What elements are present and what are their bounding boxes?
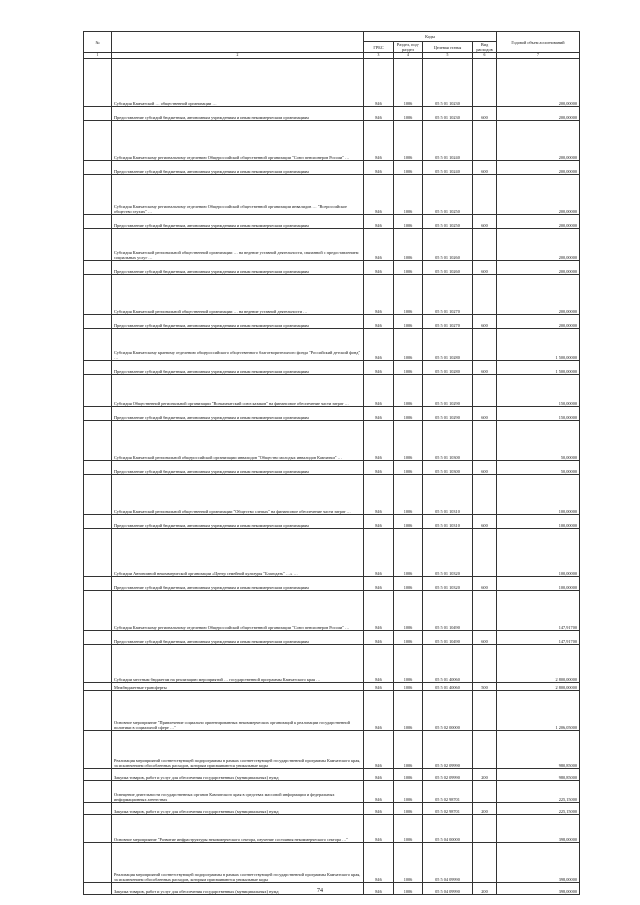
row-name-cell: Предоставление субсидий бюджетным, автономным учреждениям и иным некоммерческим организациям [112,261,364,275]
row-num-cell [84,591,112,631]
table-row [84,843,580,883]
row-csr-cell: 05 5 01 10310 [423,515,473,529]
row-num-cell [84,515,112,529]
row-sum-cell: 50,00000 [497,421,580,461]
row-vr-cell: 600 [473,261,497,275]
row-razdel-cell: 1006 [394,59,423,107]
row-vr-cell [473,645,497,683]
row-grbs-cell: 846 [364,375,394,407]
table-row [84,815,580,843]
row-grbs-cell: 846 [364,261,394,275]
row-sum-cell: 1 500,00000 [497,329,580,361]
row-name-cell: Субсидии Автономной некоммерческой организации «Центр семейной культуры "Благодать" …» … [112,529,364,577]
row-csr-cell: 05 5 01 10230 [423,107,473,121]
row-csr-cell: 05 5 01 10310 [423,475,473,515]
table-row [84,175,580,215]
row-vr-cell [473,843,497,883]
row-name-cell: Предоставление субсидий бюджетным, автономным учреждениям и иным некоммерческим организациям [112,515,364,529]
row-sum-cell: 100,00000 [497,475,580,515]
row-sum-cell: 225,15000 [497,803,580,815]
row-vr-cell: 600 [473,461,497,475]
col-num: 1 [84,53,112,59]
col-num: 3 [364,53,394,59]
row-grbs-cell: 846 [364,215,394,229]
row-num-cell [84,215,112,229]
row-sum-cell: 200,00000 [497,161,580,175]
row-name-cell: Освещение деятельности государственных органов Камчатского края в средствах массовой информации и федеральных информационных агентствах [112,781,364,803]
table-row [84,121,580,161]
row-razdel-cell: 1006 [394,843,423,883]
row-csr-cell: 05 5 01 10240 [423,121,473,161]
row-vr-cell [473,375,497,407]
row-sum-cell: 225,15000 [497,781,580,803]
row-name-cell: Субсидия Камчатскому региональному отделению Общероссийской общественной организации "Союз пенсионеров России" … [112,591,364,631]
row-grbs-cell: 846 [364,645,394,683]
row-razdel-cell: 1006 [394,645,423,683]
row-grbs-cell: 846 [364,781,394,803]
row-sum-cell: 100,00000 [497,577,580,591]
row-grbs-cell: 846 [364,229,394,261]
row-vr-cell [473,731,497,769]
row-name-cell: Субсидия Камчатской региональной общественной организации "Общество слепых" на финансовое обеспечение части затрат … [112,475,364,515]
row-name-cell: Субсидия Камчатскому региональному отделению Общероссийской общественной организации "Союз пенсионеров России" … [112,121,364,161]
row-razdel-cell: 1006 [394,529,423,577]
row-razdel-cell: 1006 [394,781,423,803]
row-name-cell: Субсидия Камчатской региональной общероссийской организации инвалидов "Общество молодых инвалидов Камчатки" … [112,421,364,461]
table-body [84,59,580,895]
row-csr-cell: 05 5 01 10280 [423,329,473,361]
row-sum-cell: 1 500,00000 [497,361,580,375]
row-csr-cell: 05 5 01 10490 [423,631,473,645]
row-grbs-cell: 846 [364,161,394,175]
row-num-cell [84,407,112,421]
row-razdel-cell: 1006 [394,683,423,691]
table-row [84,803,580,815]
row-sum-cell: 398,00000 [497,815,580,843]
row-razdel-cell: 1006 [394,161,423,175]
col-num: 5 [423,53,473,59]
row-name-cell: Предоставление субсидий бюджетным, автономным учреждениям и иным некоммерческим организациям [112,461,364,475]
row-name-cell: Субсидия Камчатскому краевому отделению общероссийского общественного благотворительного фонда "Российский детский фонд" … [112,329,364,361]
row-num-cell [84,375,112,407]
row-vr-cell: 600 [473,161,497,175]
table-row [84,515,580,529]
row-num-cell [84,175,112,215]
row-csr-cell: 05 5 01 10290 [423,407,473,421]
row-razdel-cell: 1006 [394,461,423,475]
row-grbs-cell: 846 [364,769,394,781]
row-name-cell: Предоставление субсидий бюджетным, автономным учреждениям и иным некоммерческим организациям [112,315,364,329]
header-sum: Годовой объем ассигнований [497,32,580,53]
row-razdel-cell: 1006 [394,475,423,515]
row-csr-cell: 05 5 01 10320 [423,529,473,577]
row-csr-cell: 05 5 01 10320 [423,577,473,591]
table-row [84,475,580,515]
row-razdel-cell: 1006 [394,407,423,421]
row-name-cell: Предоставление субсидий бюджетным, автономным учреждениям и иным некоммерческим организациям [112,107,364,121]
table-row [84,645,580,683]
row-name-cell: Реализация мероприятий соответствующей подпрограммы в рамках соответствующей государственной программы Камчатского края, за исключением обособленных расходов, которым присваиваются уникальные коды [112,843,364,883]
row-csr-cell: 05 5 01 40060 [423,683,473,691]
row-vr-cell [473,275,497,315]
row-num-cell [84,461,112,475]
row-csr-cell: 05 5 02 98701 [423,803,473,815]
row-grbs-cell: 846 [364,315,394,329]
row-csr-cell: 05 5 02 98701 [423,781,473,803]
row-vr-cell [473,229,497,261]
row-sum-cell: 200,00000 [497,175,580,215]
row-razdel-cell: 1006 [394,815,423,843]
row-sum-cell: 980,85000 [497,731,580,769]
table-row [84,691,580,731]
row-vr-cell: 500 [473,683,497,691]
row-vr-cell: 600 [473,577,497,591]
table-row [84,781,580,803]
row-razdel-cell: 1006 [394,591,423,631]
row-vr-cell: 600 [473,407,497,421]
row-razdel-cell: 1006 [394,769,423,781]
row-sum-cell: 1 206,05000 [497,691,580,731]
row-name-cell: Субсидия Камчатской региональной общественной организации … на ведение уставной деятельности, связанной с предоставлением социальных услуг … [112,229,364,261]
row-sum-cell: 100,00000 [497,515,580,529]
row-num-cell [84,683,112,691]
header-vr: Вид расходов [473,42,497,53]
row-name-cell: Межбюджетные трансферты [112,683,364,691]
row-csr-cell: 05 5 01 40060 [423,645,473,683]
row-vr-cell [473,529,497,577]
row-grbs-cell: 846 [364,515,394,529]
row-num-cell [84,59,112,107]
row-vr-cell: 200 [473,883,497,895]
row-sum-cell: 200,00000 [497,59,580,107]
header-name [112,32,364,53]
row-csr-cell: 05 5 02 09990 [423,731,473,769]
row-grbs-cell: 846 [364,175,394,215]
table-row [84,591,580,631]
table-row [84,769,580,781]
row-sum-cell: 150,00000 [497,407,580,421]
row-num-cell [84,315,112,329]
row-name-cell: Закупка товаров, работ и услуг для обеспечения государственных (муниципальных) нужд [112,769,364,781]
row-grbs-cell: 846 [364,121,394,161]
row-razdel-cell: 1006 [394,691,423,731]
table-row [84,375,580,407]
table-row [84,361,580,375]
table-row [84,215,580,229]
row-grbs-cell: 846 [364,803,394,815]
row-grbs-cell: 846 [364,691,394,731]
row-grbs-cell: 846 [364,815,394,843]
row-vr-cell [473,781,497,803]
row-razdel-cell: 1006 [394,329,423,361]
row-grbs-cell: 846 [364,529,394,577]
row-vr-cell: 200 [473,803,497,815]
row-csr-cell: 05 5 01 10230 [423,59,473,107]
col-num: 2 [112,53,364,59]
row-vr-cell: 200 [473,769,497,781]
row-csr-cell: 05 5 01 10250 [423,175,473,215]
page-number: 74 [317,888,323,894]
table-row [84,229,580,261]
table-row [84,407,580,421]
table-row [84,461,580,475]
row-num-cell [84,781,112,803]
row-num-cell [84,329,112,361]
row-razdel-cell: 1006 [394,731,423,769]
row-sum-cell: 200,00000 [497,261,580,275]
row-vr-cell [473,591,497,631]
row-grbs-cell: 846 [364,461,394,475]
row-name-cell: Предоставление субсидий бюджетным, автономным учреждениям и иным некоммерческим организациям [112,361,364,375]
row-name-cell: Основное мероприятие "Привлечение социально ориентированных некоммерческих организаций к реализации государственной политики в социальной сфере …" [112,691,364,731]
row-num-cell [84,631,112,645]
budget-table [83,31,580,895]
row-vr-cell: 600 [473,361,497,375]
row-vr-cell [473,815,497,843]
row-vr-cell: 600 [473,215,497,229]
row-csr-cell: 05 5 01 10280 [423,361,473,375]
row-vr-cell: 600 [473,515,497,529]
row-name-cell: Предоставление субсидий бюджетным, автономным учреждениям и иным некоммерческим организациям [112,161,364,175]
row-sum-cell: 980,85000 [497,769,580,781]
table-row [84,731,580,769]
row-vr-cell [473,175,497,215]
row-name-cell: Субсидии местным бюджетам на реализацию мероприятий … государственной программы Камчатского края … [112,645,364,683]
row-name-cell: Предоставление субсидий бюджетным, автономным учреждениям и иным некоммерческим организациям [112,407,364,421]
row-grbs-cell: 846 [364,59,394,107]
table-row [84,315,580,329]
row-num-cell [84,275,112,315]
row-sum-cell: 200,00000 [497,229,580,261]
row-grbs-cell: 846 [364,683,394,691]
row-csr-cell: 05 5 01 10250 [423,215,473,229]
row-razdel-cell: 1006 [394,229,423,261]
row-razdel-cell: 1006 [394,577,423,591]
row-name-cell: Предоставление субсидий бюджетным, автономным учреждениям и иным некоммерческим организациям [112,577,364,591]
row-csr-cell: 05 5 01 10260 [423,261,473,275]
row-csr-cell: 05 5 04 09990 [423,843,473,883]
row-sum-cell: 200,00000 [497,215,580,229]
row-sum-cell: 398,00000 [497,883,580,895]
row-razdel-cell: 1006 [394,361,423,375]
row-csr-cell: 05 5 02 09990 [423,769,473,781]
row-razdel-cell: 1006 [394,375,423,407]
row-sum-cell: 147,91700 [497,591,580,631]
row-razdel-cell: 1006 [394,803,423,815]
row-vr-cell [473,329,497,361]
row-name-cell: Предоставление субсидий бюджетным, автономным учреждениям и иным некоммерческим организациям [112,215,364,229]
row-vr-cell [473,475,497,515]
row-num-cell [84,645,112,683]
row-csr-cell: 05 5 04 00000 [423,815,473,843]
row-csr-cell: 05 5 01 10490 [423,591,473,631]
row-sum-cell: 200,00000 [497,275,580,315]
col-num: 4 [394,53,423,59]
header-razdel: Раздел, под-раздел [394,42,423,53]
table-row [84,107,580,121]
table-row [84,577,580,591]
row-razdel-cell: 1006 [394,261,423,275]
row-num-cell [84,529,112,577]
row-razdel-cell: 1006 [394,631,423,645]
row-name-cell: Основное мероприятие "Развитие инфраструктуры некоммерческого сектора, изучение состояния некоммерческого сектора …" [112,815,364,843]
row-razdel-cell: 1006 [394,121,423,161]
row-csr-cell: 05 5 04 09990 [423,883,473,895]
row-sum-cell: 200,00000 [497,315,580,329]
row-sum-cell: 100,00000 [497,529,580,577]
row-grbs-cell: 846 [364,475,394,515]
row-num-cell [84,803,112,815]
row-vr-cell: 600 [473,631,497,645]
row-grbs-cell: 846 [364,577,394,591]
row-name-cell: Предоставление субсидий бюджетным, автономным учреждениям и иным некоммерческим организациям [112,631,364,645]
row-sum-cell: 150,00000 [497,375,580,407]
table-row [84,161,580,175]
row-num-cell [84,107,112,121]
row-csr-cell: 05 5 01 10300 [423,461,473,475]
row-num-cell [84,769,112,781]
row-razdel-cell: 1006 [394,515,423,529]
table-row [84,329,580,361]
row-name-cell: Закупка товаров, работ и услуг для обеспечения государственных (муниципальных) нужд [112,883,364,895]
row-csr-cell: 05 5 01 10290 [423,375,473,407]
row-grbs-cell: 846 [364,329,394,361]
budget-table-sheet [83,31,579,895]
table-row [84,275,580,315]
row-num-cell [84,843,112,883]
row-csr-cell: 05 5 01 10270 [423,275,473,315]
row-grbs-cell: 846 [364,275,394,315]
row-grbs-cell: 846 [364,591,394,631]
table-row [84,529,580,577]
row-num-cell [84,229,112,261]
row-num-cell [84,361,112,375]
row-name-cell: Субсидия Общественной региональной организации "Всекамчатский союз казаков" на финансовое обеспечение части затрат … [112,375,364,407]
row-razdel-cell: 1006 [394,421,423,461]
row-grbs-cell: 846 [364,843,394,883]
row-num-cell [84,421,112,461]
table-row [84,683,580,691]
row-sum-cell: 147,91700 [497,631,580,645]
row-grbs-cell: 846 [364,107,394,121]
row-grbs-cell: 846 [364,421,394,461]
row-grbs-cell: 846 [364,361,394,375]
row-grbs-cell: 846 [364,883,394,895]
table-row [84,59,580,107]
header-csr: Целевая статья [423,42,473,53]
row-name-cell: Субсидия Камчатской … общественной организации … [112,59,364,107]
row-vr-cell: 600 [473,315,497,329]
row-csr-cell: 05 5 01 10270 [423,315,473,329]
row-num-cell [84,121,112,161]
row-csr-cell: 05 5 01 10300 [423,421,473,461]
table-row [84,261,580,275]
row-csr-cell: 05 5 02 00000 [423,691,473,731]
row-csr-cell: 05 5 01 10260 [423,229,473,261]
row-name-cell: Субсидия Камчатской региональной общественной организации … на ведение уставной деятельности … [112,275,364,315]
row-sum-cell: 200,00000 [497,121,580,161]
col-num: 6 [473,53,497,59]
row-vr-cell [473,121,497,161]
header-num: № [84,32,112,53]
row-vr-cell [473,59,497,107]
row-csr-cell: 05 5 01 10240 [423,161,473,175]
row-name-cell: Субсидия Камчатскому региональному отделению Общероссийской общественной организации инвалидов … "Всероссийское общество глухих" … [112,175,364,215]
row-name-cell: Реализация мероприятий соответствующей подпрограммы в рамках соответствующей государственной программы Камчатского края, за исключением обособленных расходов, которым присваиваются уникальные коды [112,731,364,769]
row-razdel-cell: 1006 [394,883,423,895]
row-grbs-cell: 846 [364,407,394,421]
table-row [84,421,580,461]
row-razdel-cell: 1006 [394,215,423,229]
row-num-cell [84,261,112,275]
row-num-cell [84,731,112,769]
row-grbs-cell: 846 [364,731,394,769]
row-razdel-cell: 1006 [394,175,423,215]
row-sum-cell: 50,00000 [497,461,580,475]
row-vr-cell [473,691,497,731]
row-name-cell: Закупка товаров, работ и услуг для обеспечения государственных (муниципальных) нужд [112,803,364,815]
header-codes: Коды [364,32,497,42]
row-razdel-cell: 1006 [394,107,423,121]
row-sum-cell: 2 800,00000 [497,683,580,691]
row-num-cell [84,161,112,175]
row-sum-cell: 200,00000 [497,107,580,121]
row-num-cell [84,577,112,591]
row-razdel-cell: 1006 [394,275,423,315]
row-sum-cell: 398,00000 [497,843,580,883]
row-vr-cell: 600 [473,107,497,121]
row-num-cell [84,815,112,843]
col-num: 7 [497,53,580,59]
row-vr-cell [473,421,497,461]
row-num-cell [84,691,112,731]
table-row [84,631,580,645]
row-num-cell [84,475,112,515]
row-razdel-cell: 1006 [394,315,423,329]
header-grbs: ГРБС [364,42,394,53]
row-sum-cell: 2 800,00000 [497,645,580,683]
row-grbs-cell: 846 [364,631,394,645]
